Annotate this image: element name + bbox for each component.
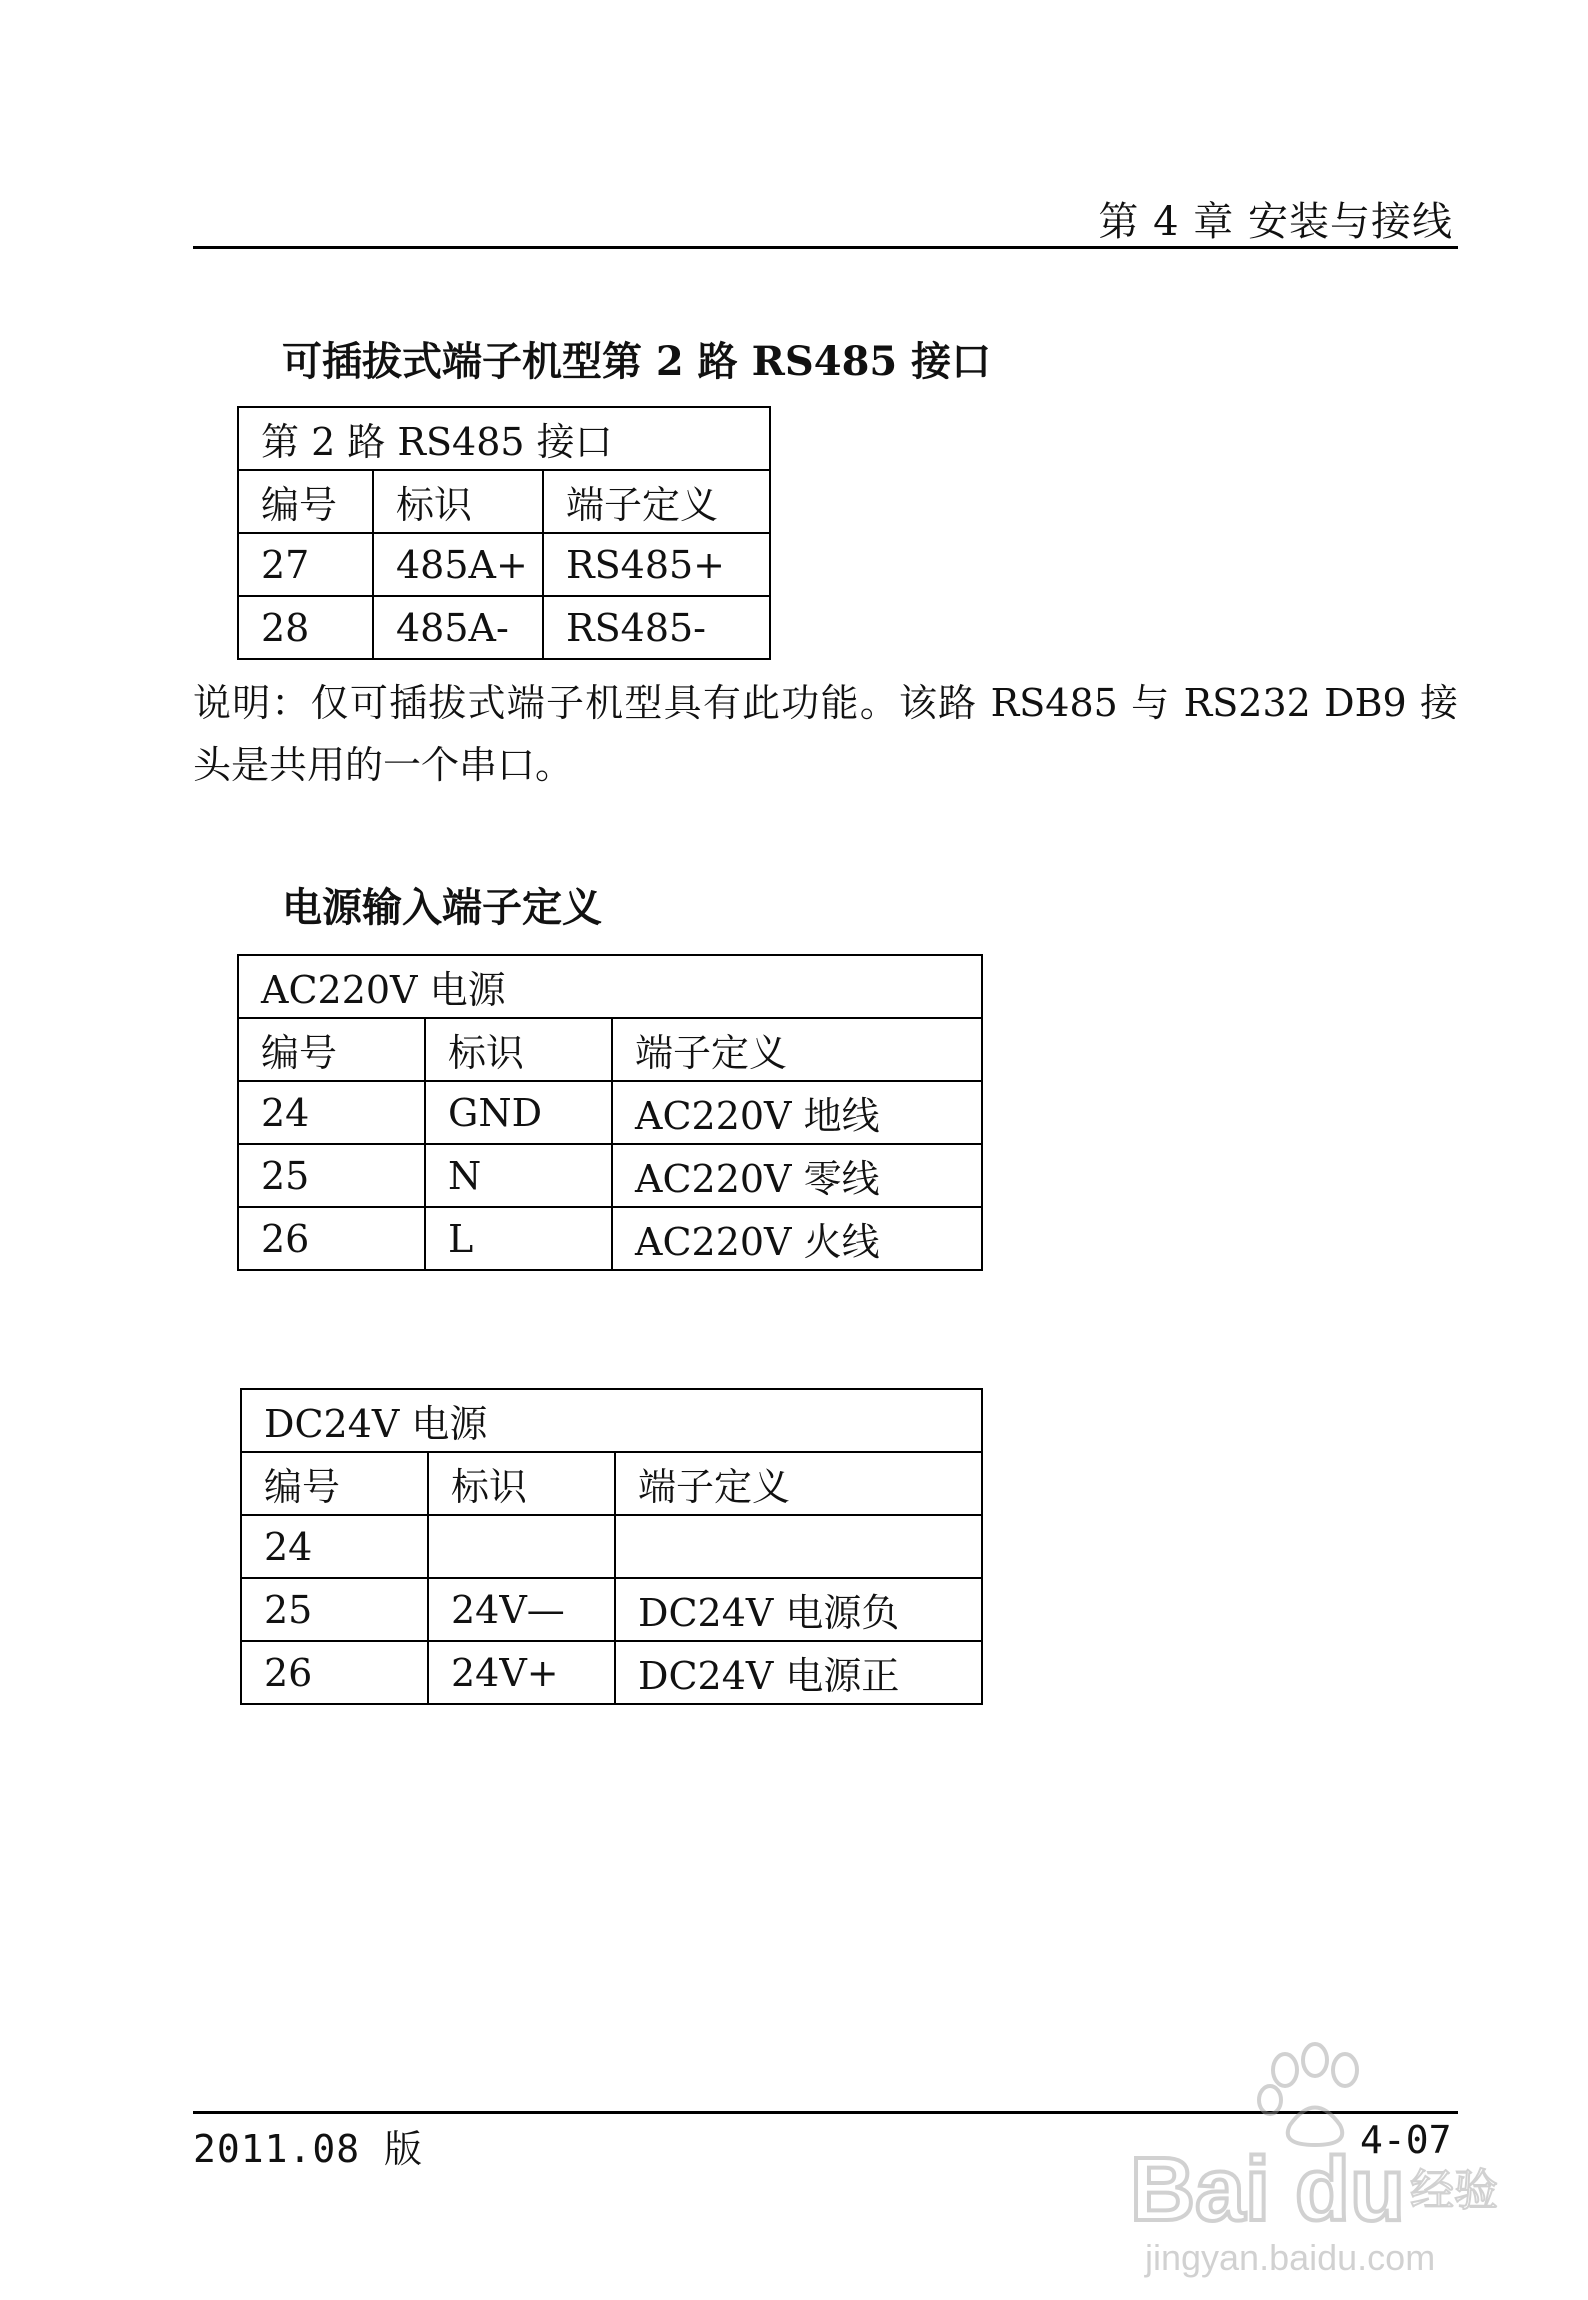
column-header: 编号 — [241, 1452, 428, 1515]
footer-rule — [193, 2111, 1458, 2114]
header-rule — [193, 246, 1458, 249]
table-cell: RS485+ — [543, 533, 770, 596]
table-cell: 27 — [238, 533, 373, 596]
column-header: 端子定义 — [615, 1452, 982, 1515]
table-header-row — [241, 1452, 982, 1515]
svg-text:jingyan.baidu.com: jingyan.baidu.com — [1145, 2237, 1436, 2278]
table-cell: N — [425, 1144, 612, 1207]
table-row — [241, 1578, 982, 1641]
table-cell: 24V+ — [428, 1641, 615, 1704]
table-cell: AC220V 地线 — [612, 1081, 982, 1144]
table-cell: 485A- — [373, 596, 543, 659]
table-cell: DC24V 电源正 — [615, 1641, 982, 1704]
table-header-row — [238, 470, 770, 533]
table-cell: 24 — [238, 1081, 425, 1144]
ac220v-terminal-table — [237, 954, 983, 1271]
page-number: 4-07 — [1360, 2118, 1452, 2162]
table-cell: 25 — [241, 1578, 428, 1641]
table-cell: 485A+ — [373, 533, 543, 596]
table-row — [238, 1081, 982, 1144]
column-header: 端子定义 — [543, 470, 770, 533]
table-caption: AC220V 电源 — [238, 955, 982, 1018]
column-header: 标识 — [428, 1452, 615, 1515]
rs485-note: 说明：仅可插拔式端子机型具有此功能。该路 RS485 与 RS232 DB9 接头是共用的一个串口。 — [193, 681, 1458, 787]
svg-text:Bai: Bai — [1130, 2140, 1271, 2240]
table-cell: 25 — [238, 1144, 425, 1207]
table-row — [238, 1207, 982, 1270]
table-caption: DC24V 电源 — [241, 1389, 982, 1452]
paw-icon — [1259, 2044, 1357, 2145]
table-row — [241, 1515, 982, 1578]
table-row — [238, 533, 770, 596]
table-cell: 24 — [241, 1515, 428, 1578]
section-heading-rs485: 可插拔式端子机型第 2 路 RS485 接口 — [282, 338, 992, 385]
table-caption-row — [238, 407, 770, 470]
table-cell: 28 — [238, 596, 373, 659]
edition-label: 2011.08 版 — [193, 2127, 424, 2171]
column-header: 编号 — [238, 470, 373, 533]
table-cell: 26 — [238, 1207, 425, 1270]
table-row — [241, 1641, 982, 1704]
table-cell: GND — [425, 1081, 612, 1144]
table-row — [238, 596, 770, 659]
table-cell: DC24V 电源负 — [615, 1578, 982, 1641]
table-caption-row — [238, 955, 982, 1018]
chapter-header: 第 4 章 安装与接线 — [1098, 199, 1453, 245]
table-cell: AC220V 火线 — [612, 1207, 982, 1270]
svg-text:经验: 经验 — [1410, 2165, 1498, 2216]
table-cell: RS485- — [543, 596, 770, 659]
column-header: 标识 — [373, 470, 543, 533]
section-heading-power: 电源输入端子定义 — [282, 884, 602, 931]
table-cell: L — [425, 1207, 612, 1270]
column-header: 端子定义 — [612, 1018, 982, 1081]
table-row — [238, 1144, 982, 1207]
table-header-row — [238, 1018, 982, 1081]
column-header: 标识 — [425, 1018, 612, 1081]
table-cell: AC220V 零线 — [612, 1144, 982, 1207]
table-caption: 第 2 路 RS485 接口 — [238, 407, 770, 470]
dc24v-terminal-table — [240, 1388, 983, 1705]
table-cell — [615, 1515, 982, 1578]
column-header: 编号 — [238, 1018, 425, 1081]
table-cell: 26 — [241, 1641, 428, 1704]
table-caption-row — [241, 1389, 982, 1452]
table-cell — [428, 1515, 615, 1578]
table-cell: 24V— — [428, 1578, 615, 1641]
svg-text:du: du — [1295, 2140, 1405, 2240]
rs485-terminal-table — [237, 406, 771, 660]
